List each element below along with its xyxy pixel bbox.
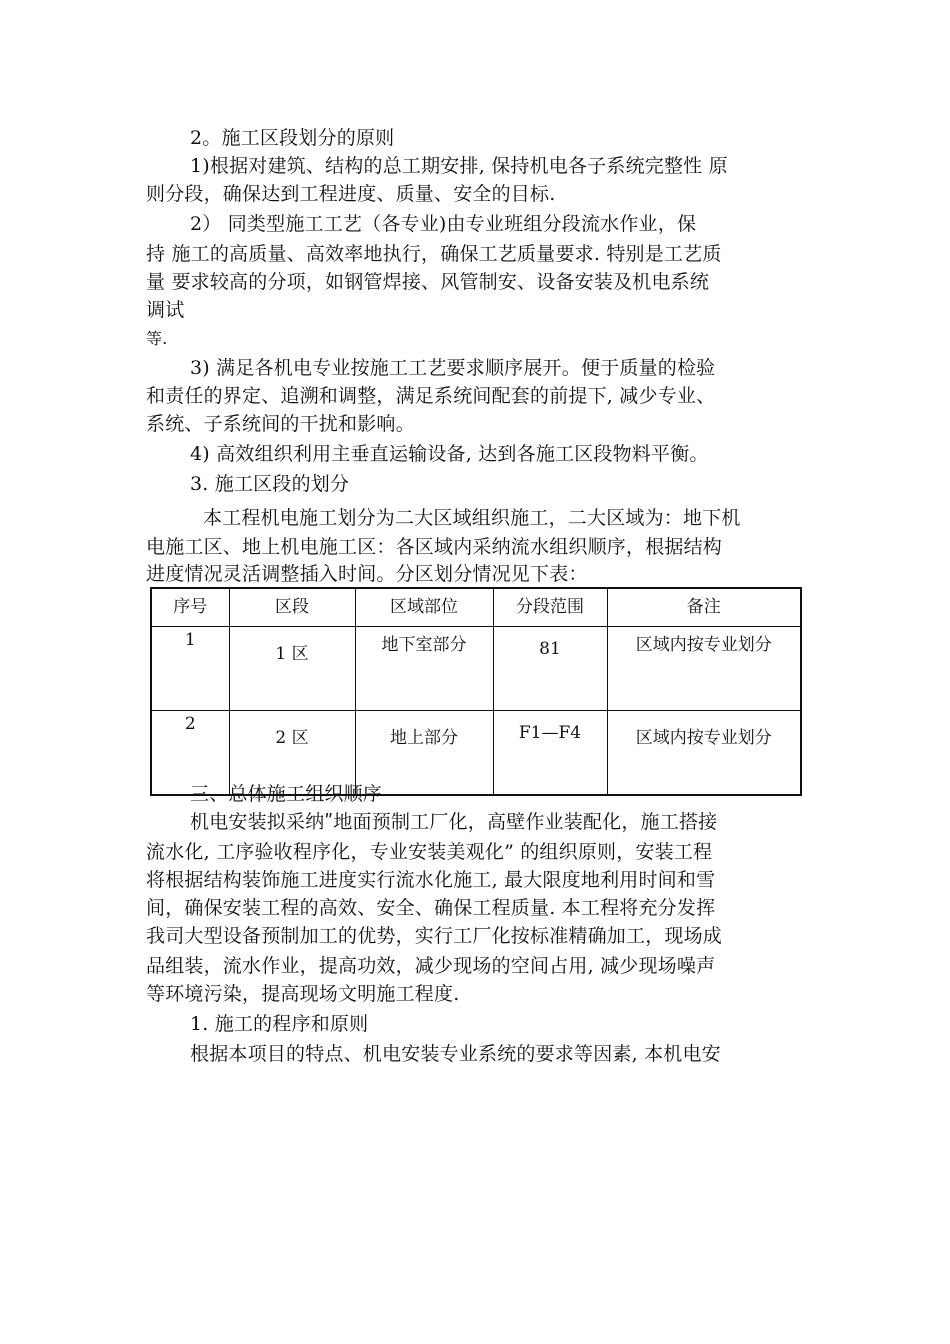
paragraph-line: 4) 高效组织利用主垂直运输设备, 达到各施工区段物料平衡。 xyxy=(190,443,709,465)
heading-section-3: 3. 施工区段的划分 xyxy=(190,473,350,495)
paragraph-line: 1)根据对建筑、结构的总工期安排, 保持机电各子系统完整性 原 xyxy=(190,155,728,177)
paragraph-line: 品组装，流水作业，提高功效，减少现场的空间占用, 减少现场噪声 xyxy=(146,955,716,977)
heading-part-3: 三、总体施工组织顺序 xyxy=(190,783,383,805)
table-header-cell: 区段 xyxy=(229,588,355,627)
table-cell: 81 xyxy=(493,627,607,711)
paragraph-line: 进度情况灵活调整插入时间。分区划分情况见下表： xyxy=(146,563,588,585)
paragraph-line: 系统、子系统间的干扰和影响。 xyxy=(146,413,415,435)
paragraph-line: 本工程机电施工划分为二大区域组织施工，二大区域为：地下机 xyxy=(203,507,741,529)
table-cell: 地下室部分 xyxy=(355,627,493,711)
table-cell: 1 xyxy=(151,627,229,711)
table-header-cell: 区域部位 xyxy=(355,588,493,627)
table-cell: 2 xyxy=(151,711,229,796)
table-cell: F1—F4 xyxy=(493,711,607,796)
paragraph-line: 量 要求较高的分项，如钢管焊接、风管制安、设备安装及机电系统 xyxy=(146,271,710,293)
paragraph-line: 将根据结构装饰施工进度实行流水化施工, 最大限度地利用时间和雪 xyxy=(146,869,716,891)
table-header-cell: 备注 xyxy=(607,588,801,627)
paragraph-line: 我司大型设备预制加工的优势，实行工厂化按标准精确加工，现场成 xyxy=(146,925,723,947)
paragraph-line: 根据本项目的特点、机电安装专业系统的要求等因素, 本机电安 xyxy=(190,1043,721,1065)
table-header-cell: 分段范围 xyxy=(493,588,607,627)
zone-division-table xyxy=(150,587,802,796)
heading-subsection-1: 1. 施工的程序和原则 xyxy=(190,1013,369,1035)
table-header-cell: 序号 xyxy=(151,588,229,627)
paragraph-line: 调试 xyxy=(146,299,185,321)
paragraph-line: 3) 满足各机电专业按施工工艺要求顺序展开。便于质量的检验 xyxy=(190,357,716,379)
paragraph-line: 则分段，确保达到工程进度、质量、安全的目标. xyxy=(146,183,556,205)
paragraph-line: 2） 同类型施工工艺（各专业)由专业班组分段流水作业，保 xyxy=(190,213,697,235)
paragraph-line: 电施工区、地上机电施工区：各区域内采纳流水组织顺序，根据结构 xyxy=(146,536,723,558)
paragraph-line: 间，确保安装工程的高效、安全、确保工程质量. 本工程将充分发挥 xyxy=(146,897,716,919)
paragraph-line: 持 施工的高质量、高效率地执行，确保工艺质量要求. 特别是工艺质 xyxy=(146,243,722,265)
paragraph-line: 机电安装拟采纳ʺ地面预制工厂化，高壁作业装配化，施工搭接 xyxy=(190,811,718,833)
paragraph-line: 流水化, 工序验收程序化，专业安装美观化” 的组织原则，安装工程 xyxy=(146,841,713,863)
table-cell: 区域内按专业划分 xyxy=(607,711,801,796)
paragraph-line: 和责任的界定、追溯和调整，满足系统间配套的前提下, 减少专业、 xyxy=(146,385,716,407)
paragraph-line: 等环境污染，提高现场文明施工程度. xyxy=(146,983,460,1005)
table-header-row xyxy=(151,588,801,627)
paragraph-line: 等. xyxy=(146,329,168,348)
table-row xyxy=(151,627,801,711)
table-cell: 区域内按专业划分 xyxy=(607,627,801,711)
table-cell: 1 区 xyxy=(229,627,355,711)
heading-section-2: 2。施工区段划分的原则 xyxy=(190,127,395,149)
table-cell: 地上部分 xyxy=(355,711,493,796)
table-cell: 2 区 xyxy=(229,711,355,796)
